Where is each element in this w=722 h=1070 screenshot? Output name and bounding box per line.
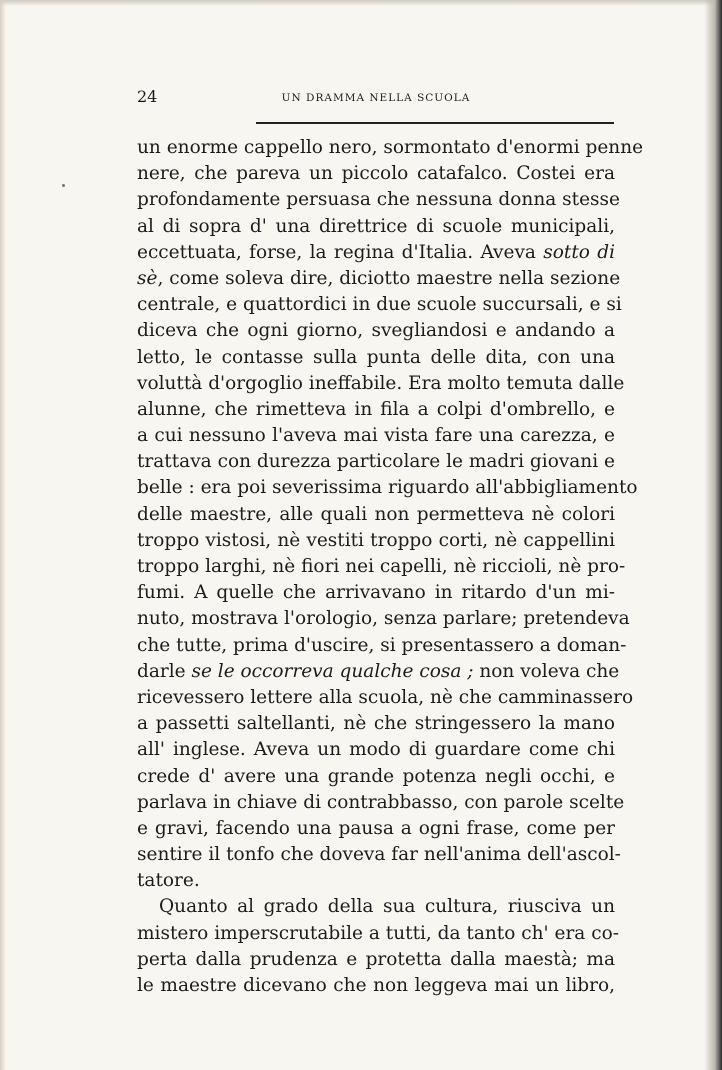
text-segment: le maestre dicevano che non leggeva mai un libro, xyxy=(137,975,615,996)
text-line xyxy=(137,790,625,816)
italic-text: sè xyxy=(137,267,158,289)
text-line xyxy=(137,554,626,580)
text-segment: che tutte, prima d'uscire, si presentassero a doman- xyxy=(137,634,627,656)
text-segment: a passetti saltellanti, nè che stringessero la mano xyxy=(137,713,615,735)
text-line xyxy=(137,947,615,973)
text-line xyxy=(137,292,622,318)
text-line xyxy=(137,659,620,685)
text-line xyxy=(137,737,615,763)
text-line xyxy=(137,318,615,344)
text-segment: crede d' avere una grande potenza negli occhi, e xyxy=(137,765,615,787)
text-segment: centrale, e quattordici in due scuole succursali, e si xyxy=(137,294,622,316)
scan-edge-top xyxy=(0,0,722,6)
text-line xyxy=(137,187,620,213)
page-number: 24 xyxy=(137,87,158,106)
text-line xyxy=(137,266,621,292)
text-line xyxy=(137,868,615,894)
text-line xyxy=(137,345,615,371)
text-segment: all' inglese. Aveva un modo di guardare come chi xyxy=(137,739,615,761)
text-segment: non voleva che xyxy=(473,660,620,682)
text-segment: diceva che ogni giorno, svegliandosi e andando a xyxy=(137,320,615,342)
text-segment: un enorme cappello nero, sormontato d'enormi penne xyxy=(137,137,644,158)
text-line xyxy=(137,711,615,737)
italic-text: sotto di xyxy=(543,241,616,263)
text-line xyxy=(137,240,615,266)
text-line xyxy=(137,921,619,947)
text-line xyxy=(137,161,615,187)
text-segment: , come soleva dire, diciotto maestre nella sezione xyxy=(157,267,621,289)
text-segment: voluttà d'orgoglio ineffabile. Era molto temuta dalle xyxy=(137,372,625,394)
text-segment: profondamente persuasa che nessuna donna stesse xyxy=(137,189,620,211)
text-segment: nuto, mostrava l'orologio, senza parlare; pretendeva xyxy=(137,608,630,630)
text-segment: nere, che pareva un piccolo catafalco. Costei era xyxy=(137,163,615,185)
page-header xyxy=(137,86,615,108)
text-segment: perta dalla prudenza e protetta dalla maestà; ma xyxy=(137,948,615,970)
text-line xyxy=(137,528,615,554)
text-segment: parlava in chiave di contrabbasso, con parole scelte xyxy=(137,791,625,813)
text-line xyxy=(137,423,615,449)
text-segment: tatore. xyxy=(137,870,200,892)
header-rule xyxy=(256,122,614,124)
text-line xyxy=(137,502,615,528)
text-line xyxy=(137,973,615,999)
text-segment: a cui nessuno l'aveva mai vista fare una carezza, e xyxy=(137,425,615,447)
text-line xyxy=(137,397,615,423)
text-segment: ricevessero lettere alla scuola, nè che camminassero xyxy=(137,686,634,708)
text-line xyxy=(137,371,625,397)
text-line xyxy=(137,135,644,161)
text-segment: Quanto al grado della sua cultura, riusciva un xyxy=(159,896,615,918)
text-segment: fumi. A quelle che arrivavano in ritardo d'un mi- xyxy=(137,582,615,604)
text-line xyxy=(137,842,621,868)
text-line xyxy=(137,449,615,475)
text-line xyxy=(137,214,615,240)
text-line xyxy=(137,580,615,606)
text-segment: alunne, che rimetteva in fila a colpi d'ombrello, e xyxy=(137,398,615,420)
text-line xyxy=(137,685,634,711)
text-segment: darle xyxy=(137,660,192,682)
text-segment: al di sopra d' una direttrice di scuole municipali, xyxy=(137,215,615,237)
text-line xyxy=(137,633,627,659)
text-segment: letto, le contasse sulla punta delle dita, con una xyxy=(137,346,615,368)
italic-text: se le occorreva qualche cosa ; xyxy=(191,660,474,682)
text-line xyxy=(137,894,615,920)
text-segment: troppo vistosi, nè vestiti troppo corti, nè cappellini xyxy=(137,529,615,551)
scan-edge-left xyxy=(0,0,6,1070)
scan-edge-right xyxy=(704,0,722,1070)
ink-speck xyxy=(62,184,65,187)
running-title: UN DRAMMA NELLA SCUOLA xyxy=(281,92,471,104)
body-text xyxy=(137,135,644,999)
text-segment: trattava con durezza particolare le madri giovani e xyxy=(137,451,615,473)
text-line xyxy=(137,764,615,790)
text-line xyxy=(137,606,630,632)
text-segment: mistero imperscrutabile a tutti, da tanto ch' era co- xyxy=(137,922,619,944)
text-segment: e gravi, facendo una pausa a ogni frase, come per xyxy=(137,817,615,839)
text-line xyxy=(137,816,615,842)
text-segment: delle maestre, alle quali non permetteva nè colori xyxy=(137,503,615,525)
text-segment: eccettuata, forse, la regina d'Italia. Aveva xyxy=(137,241,544,263)
text-segment: belle : era poi severissima riguardo all'abbigliamento xyxy=(137,477,638,499)
text-segment: sentire il tonfo che doveva far nell'anima dell'ascol- xyxy=(137,844,621,866)
text-segment: troppo larghi, nè fiori nei capelli, nè riccioli, nè pro- xyxy=(137,556,626,577)
text-line xyxy=(137,475,638,501)
